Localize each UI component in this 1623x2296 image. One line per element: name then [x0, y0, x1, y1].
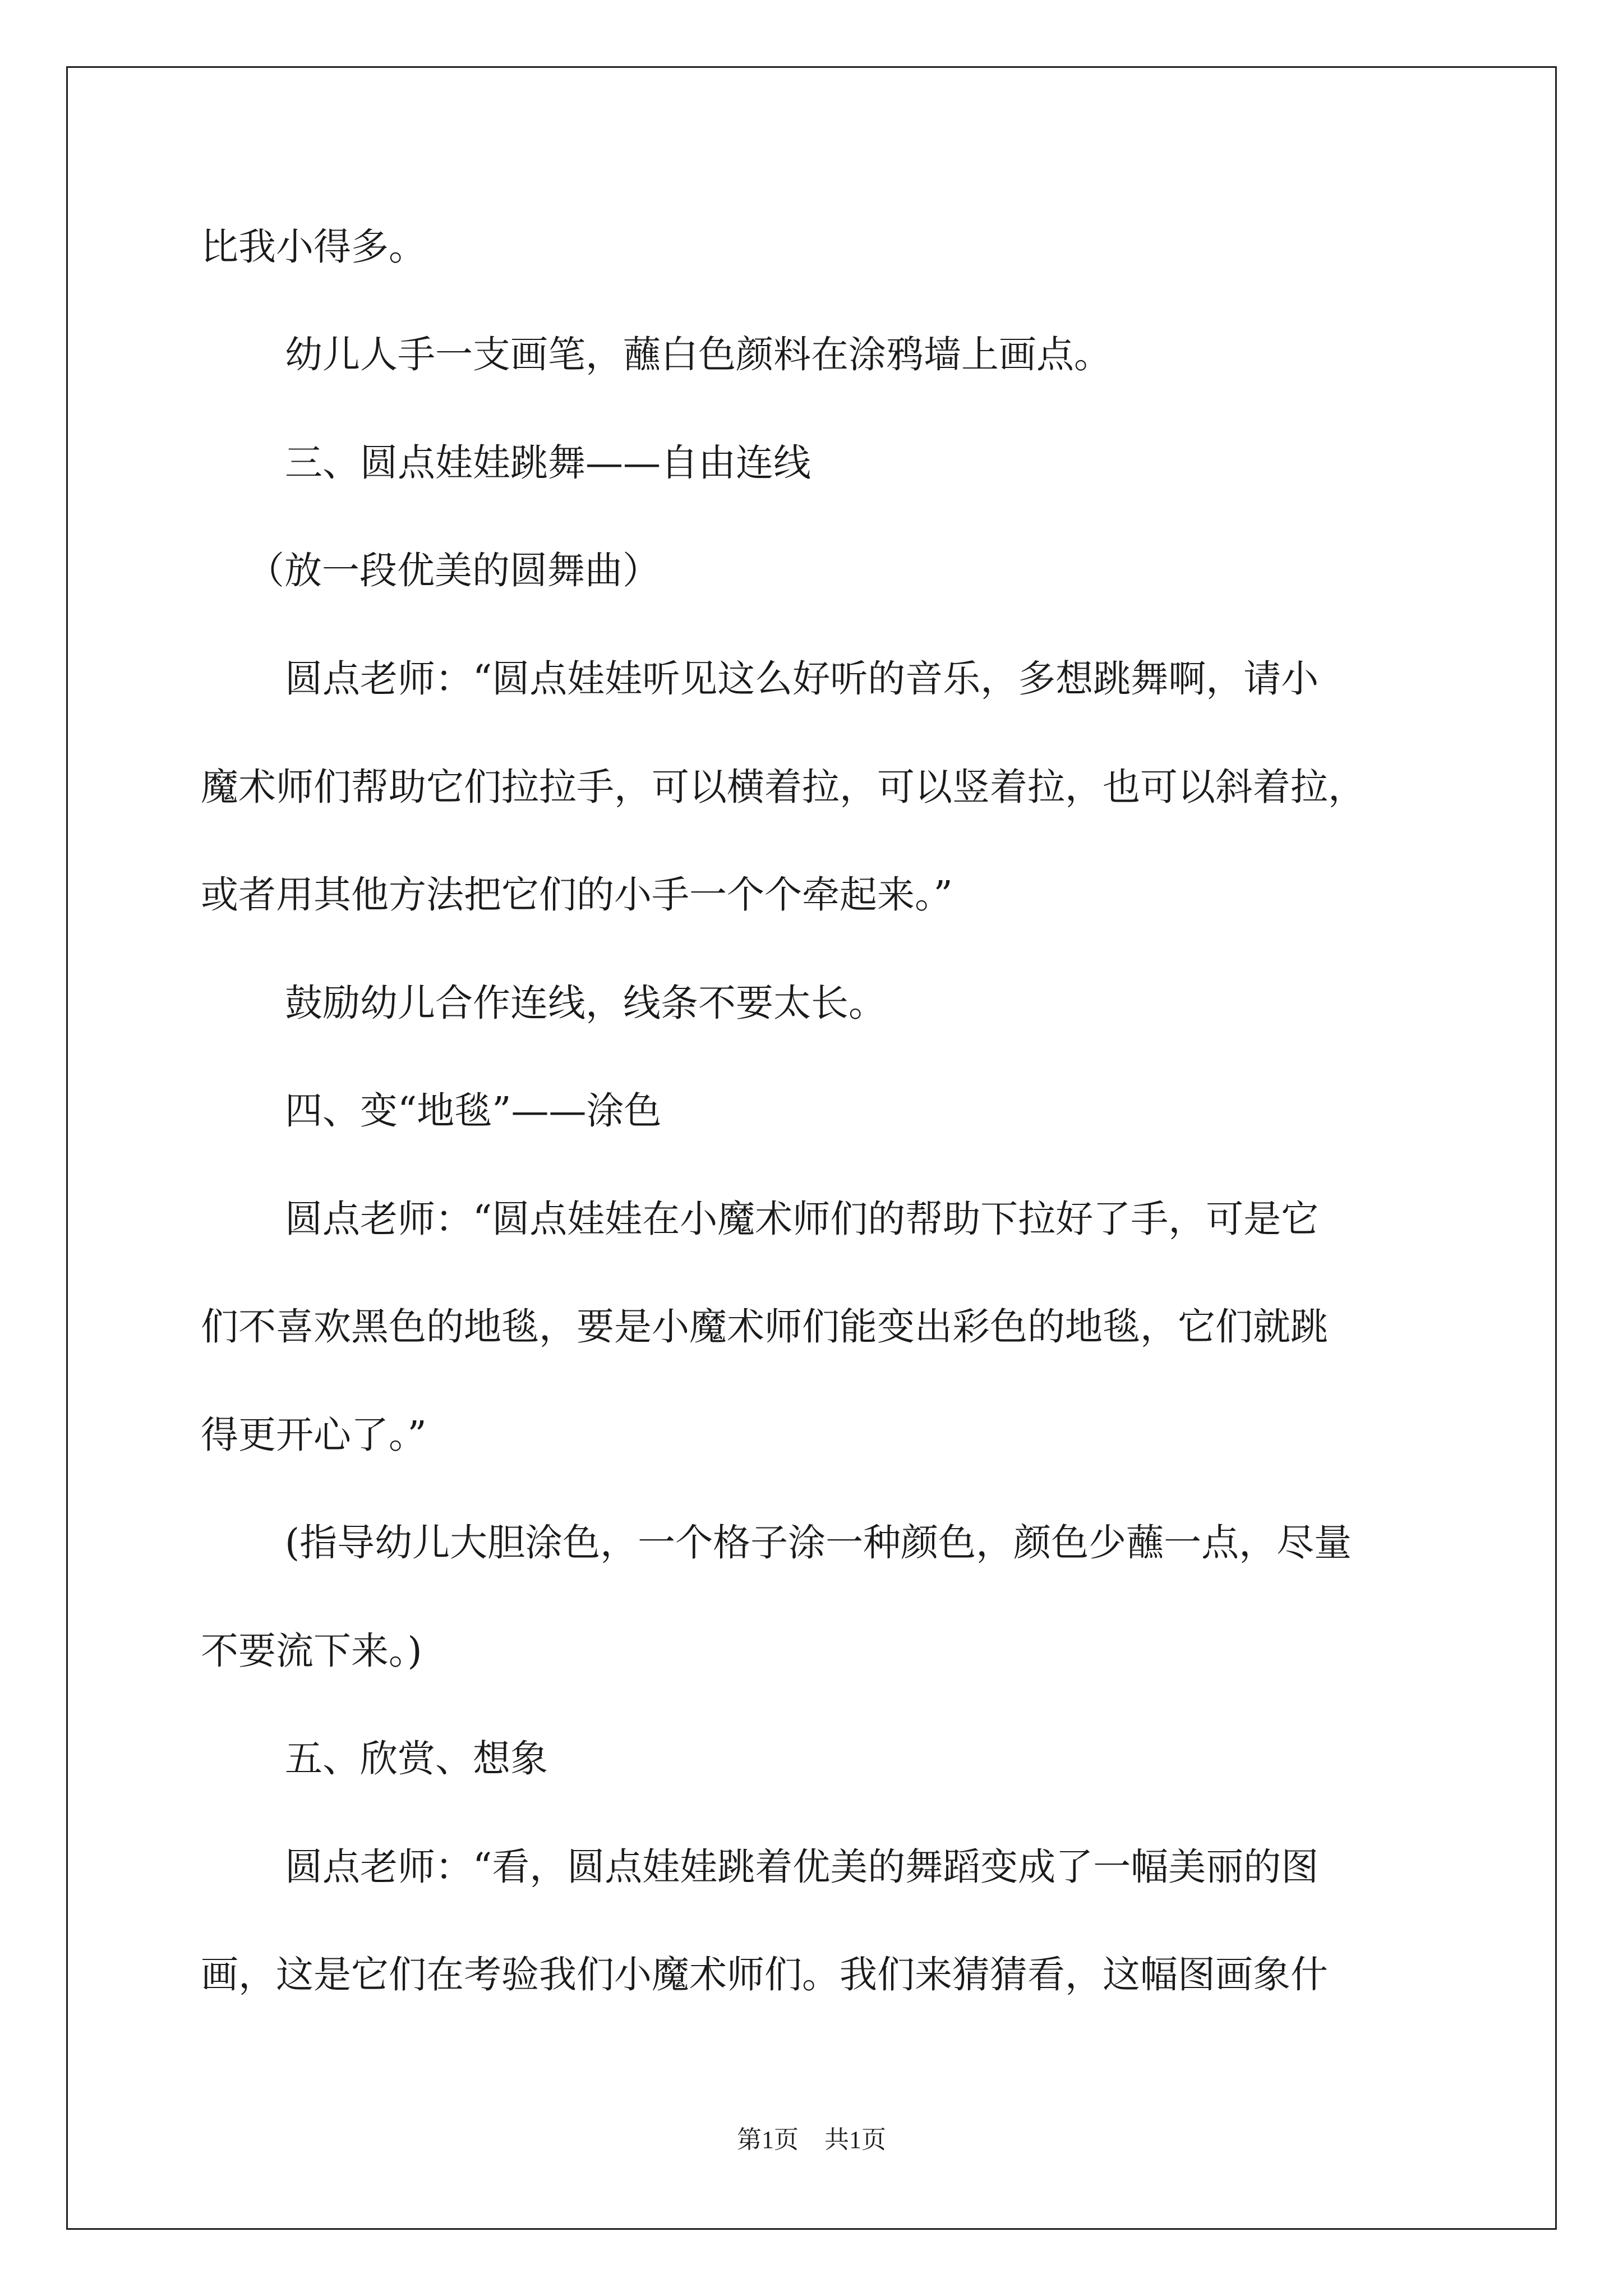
section-heading: 三、圆点娃娃跳舞——自由连线: [285, 441, 811, 485]
text-line: 魔术师们帮助它们拉拉手，可以横着拉，可以竖着拉，也可以斜着拉，: [201, 765, 1366, 809]
text-line: 画，这是它们在考验我们小魔术师们。我们来猜猜看，这幅图画象什: [201, 1953, 1328, 1996]
page-number: 第1页: [737, 2126, 799, 2154]
text-line: 得更开心了。”: [201, 1413, 427, 1457]
text-line: 们不喜欢黑色的地毯，要是小魔术师们能变出彩色的地毯，它们就跳: [201, 1305, 1328, 1349]
text-line: 不要流下来。): [201, 1629, 422, 1673]
text-line: 圆点老师：“看，圆点娃娃跳着优美的舞蹈变成了一幅美丽的图: [285, 1845, 1319, 1889]
text-line: 圆点老师：“圆点娃娃在小魔术师们的帮助下拉好了手，可是它: [285, 1197, 1319, 1241]
page-footer: [0, 2123, 1623, 2157]
text-line: 幼儿人手一支画笔，蘸白色颜料在涂鸦墙上画点。: [285, 333, 1112, 376]
text-line: (指导幼儿大胆涂色，一个格子涂一种颜色，颜色少蘸一点，尽量: [285, 1521, 1352, 1565]
text-line: 鼓励幼儿合作连线，线条不要太长。: [285, 981, 886, 1025]
text-line: （放一段优美的圆舞曲）: [247, 549, 660, 592]
text-line: 比我小得多。: [201, 225, 426, 269]
page-total: 共1页: [824, 2126, 886, 2154]
text-line: 或者用其他方法把它们的小手一个个牵起来。”: [201, 873, 953, 917]
section-heading: 四、变“地毯”——涂色: [285, 1089, 662, 1133]
text-line: 圆点老师：“圆点娃娃听见这么好听的音乐，多想跳舞啊，请小: [285, 657, 1319, 701]
section-heading: 五、欣赏、想象: [285, 1737, 548, 1780]
page-border: [66, 66, 1557, 2230]
